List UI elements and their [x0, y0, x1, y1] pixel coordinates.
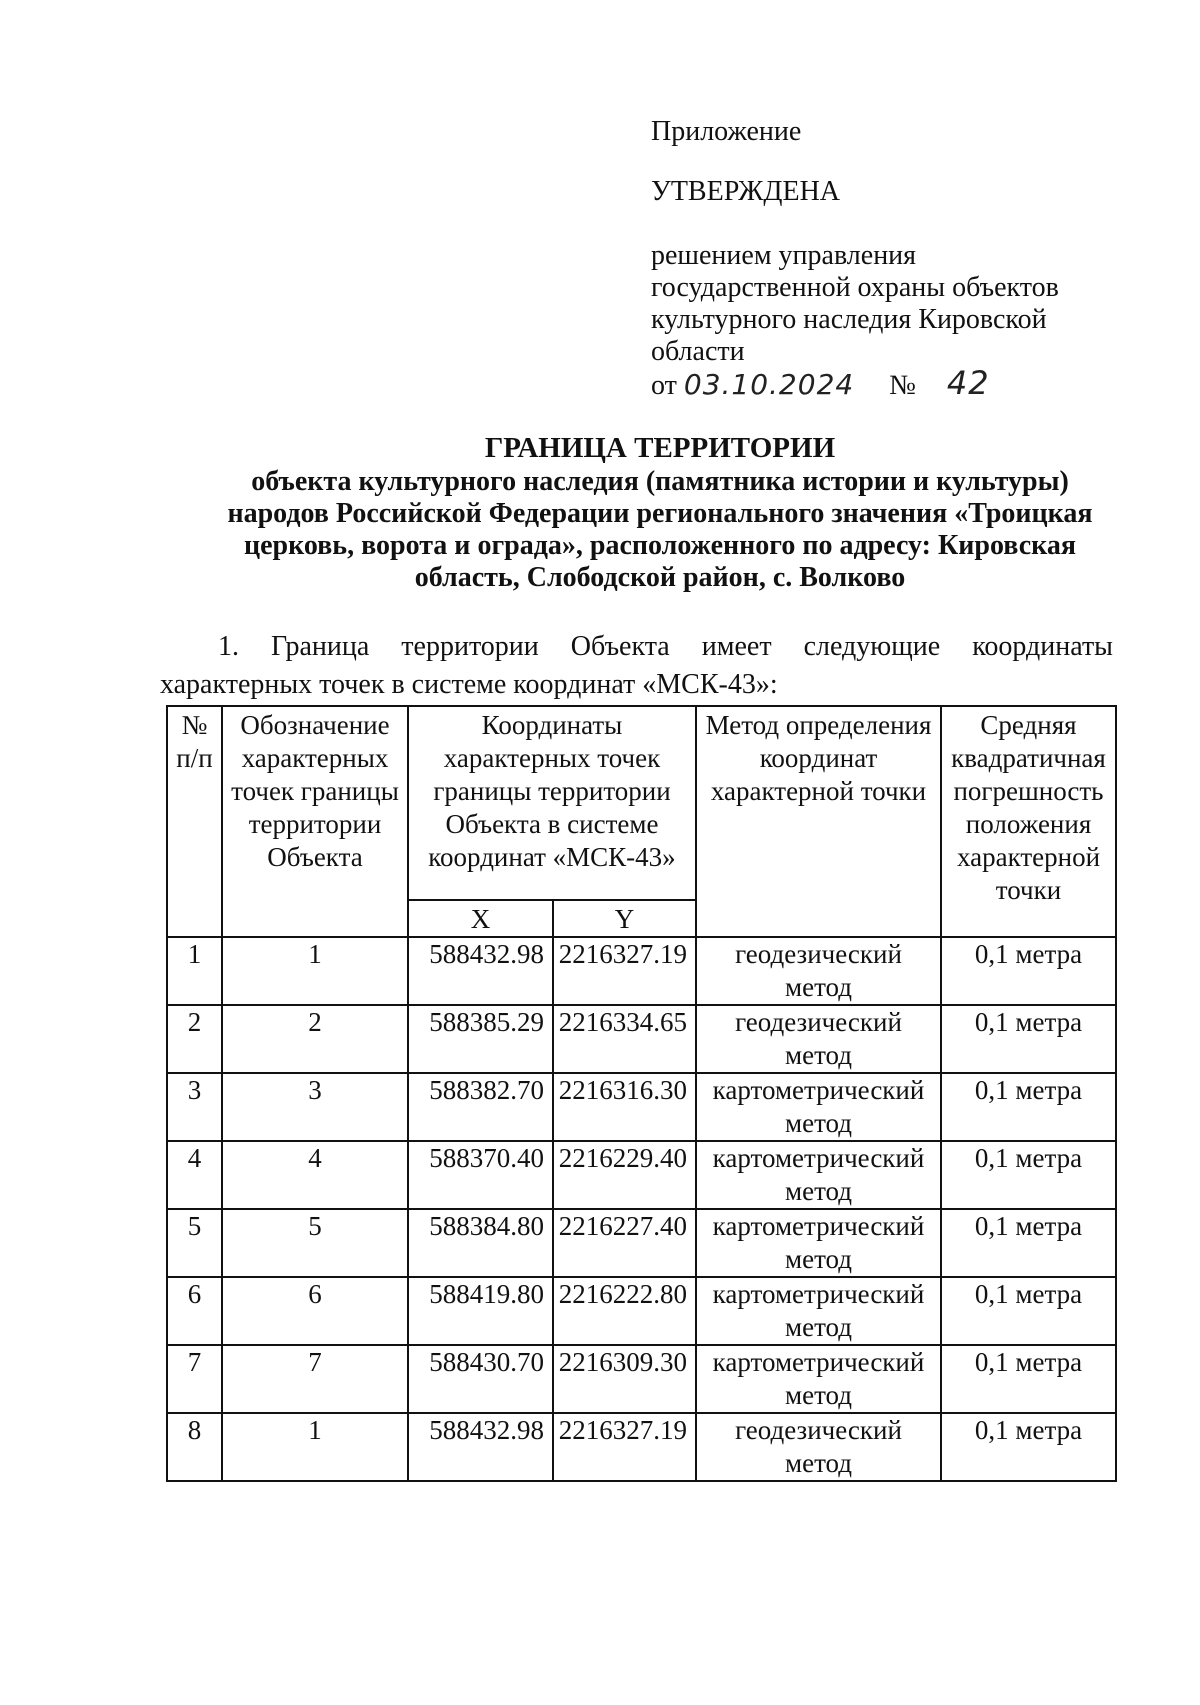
cell-method: картометрический метод — [696, 1277, 941, 1345]
cell-x: 588432.98 — [408, 937, 553, 1005]
number-sign: № — [889, 370, 916, 401]
coordinates-table — [166, 705, 1117, 1482]
cell-y: 2216316.30 — [553, 1073, 696, 1141]
handwritten-number: 42 — [946, 364, 990, 402]
date-number-line — [651, 364, 990, 402]
table-row — [167, 1005, 1116, 1073]
cell-method: картометрический метод — [696, 1345, 941, 1413]
cell-method: геодезический метод — [696, 937, 941, 1005]
header-num: № п/п — [167, 706, 222, 937]
cell-y: 2216309.30 — [553, 1345, 696, 1413]
decision-line: области — [651, 336, 745, 367]
header-coordinates: Координаты характерных точек границы территории Объекта в системе координат «МСК-43» — [408, 706, 696, 900]
cell-x: 588382.70 — [408, 1073, 553, 1141]
cell-error: 0,1 метра — [941, 1209, 1116, 1277]
cell-point: 7 — [222, 1345, 408, 1413]
cell-y: 2216327.19 — [553, 937, 696, 1005]
title-subline: объекта культурного наследия (памятника истории и культуры) — [251, 466, 1069, 497]
title-subline: народов Российской Федерации регионального значения «Троицкая — [227, 498, 1093, 529]
cell-point: 6 — [222, 1277, 408, 1345]
table-row — [167, 1277, 1116, 1345]
decision-line: государственной охраны объектов — [651, 272, 1059, 303]
cell-error: 0,1 метра — [941, 937, 1116, 1005]
title-subline: область, Слободской район, с. Волково — [414, 562, 906, 593]
cell-num: 4 — [167, 1141, 222, 1209]
cell-y: 2216334.65 — [553, 1005, 696, 1073]
cell-point: 5 — [222, 1209, 408, 1277]
table-row — [167, 1345, 1116, 1413]
cell-x: 588432.98 — [408, 1413, 553, 1481]
cell-num: 5 — [167, 1209, 222, 1277]
cell-x: 588370.40 — [408, 1141, 553, 1209]
cell-error: 0,1 метра — [941, 1005, 1116, 1073]
cell-num: 3 — [167, 1073, 222, 1141]
appendix-label: Приложение — [651, 116, 802, 147]
cell-x: 588419.80 — [408, 1277, 553, 1345]
table-row — [167, 1141, 1116, 1209]
cell-error: 0,1 метра — [941, 1141, 1116, 1209]
cell-method: геодезический метод — [696, 1005, 941, 1073]
cell-y: 2216327.19 — [553, 1413, 696, 1481]
cell-point: 1 — [222, 1413, 408, 1481]
cell-point: 3 — [222, 1073, 408, 1141]
header-designation: Обозначение характерных точек границы территории Объекта — [222, 706, 408, 937]
date-prefix: от — [651, 370, 677, 401]
table-row — [167, 1209, 1116, 1277]
table-body — [167, 937, 1116, 1481]
paragraph-line: 1. Граница территории Объекта имеет следующие координаты — [218, 631, 1113, 662]
cell-x: 588385.29 — [408, 1005, 553, 1073]
cell-method: картометрический метод — [696, 1141, 941, 1209]
cell-num: 2 — [167, 1005, 222, 1073]
handwritten-date: 03.10.2024 — [683, 368, 855, 401]
cell-y: 2216229.40 — [553, 1141, 696, 1209]
cell-error: 0,1 метра — [941, 1413, 1116, 1481]
cell-error: 0,1 метра — [941, 1277, 1116, 1345]
cell-y: 2216227.40 — [553, 1209, 696, 1277]
cell-num: 7 — [167, 1345, 222, 1413]
cell-num: 8 — [167, 1413, 222, 1481]
table-row — [167, 1413, 1116, 1481]
cell-point: 4 — [222, 1141, 408, 1209]
decision-line: культурного наследия Кировской — [651, 304, 1047, 335]
cell-num: 6 — [167, 1277, 222, 1345]
cell-x: 588430.70 — [408, 1345, 553, 1413]
cell-point: 2 — [222, 1005, 408, 1073]
intro-paragraph — [160, 628, 1113, 704]
cell-error: 0,1 метра — [941, 1073, 1116, 1141]
header-method: Метод определения координат характерной точки — [696, 706, 941, 937]
document-title — [160, 432, 1160, 594]
cell-method: картометрический метод — [696, 1073, 941, 1141]
cell-point: 1 — [222, 937, 408, 1005]
cell-method: геодезический метод — [696, 1413, 941, 1481]
approved-label: УТВЕРЖДЕНА — [651, 176, 841, 207]
cell-y: 2216222.80 — [553, 1277, 696, 1345]
cell-error: 0,1 метра — [941, 1345, 1116, 1413]
title-main: ГРАНИЦА ТЕРРИТОРИИ — [484, 432, 836, 464]
cell-num: 1 — [167, 937, 222, 1005]
header-error: Средняя квадратичная погрешность положения характерной точки — [941, 706, 1116, 937]
table-row — [167, 1073, 1116, 1141]
table-row — [167, 937, 1116, 1005]
header-y: Y — [553, 900, 696, 937]
decision-line: решением управления — [651, 240, 917, 271]
title-subline: церковь, ворота и ограда», расположенного по адресу: Кировская — [243, 530, 1077, 561]
cell-x: 588384.80 — [408, 1209, 553, 1277]
header-x: X — [408, 900, 553, 937]
cell-method: картометрический метод — [696, 1209, 941, 1277]
decision-text — [651, 240, 1111, 368]
paragraph-line: характерных точек в системе координат «МСК-43»: — [160, 669, 778, 700]
